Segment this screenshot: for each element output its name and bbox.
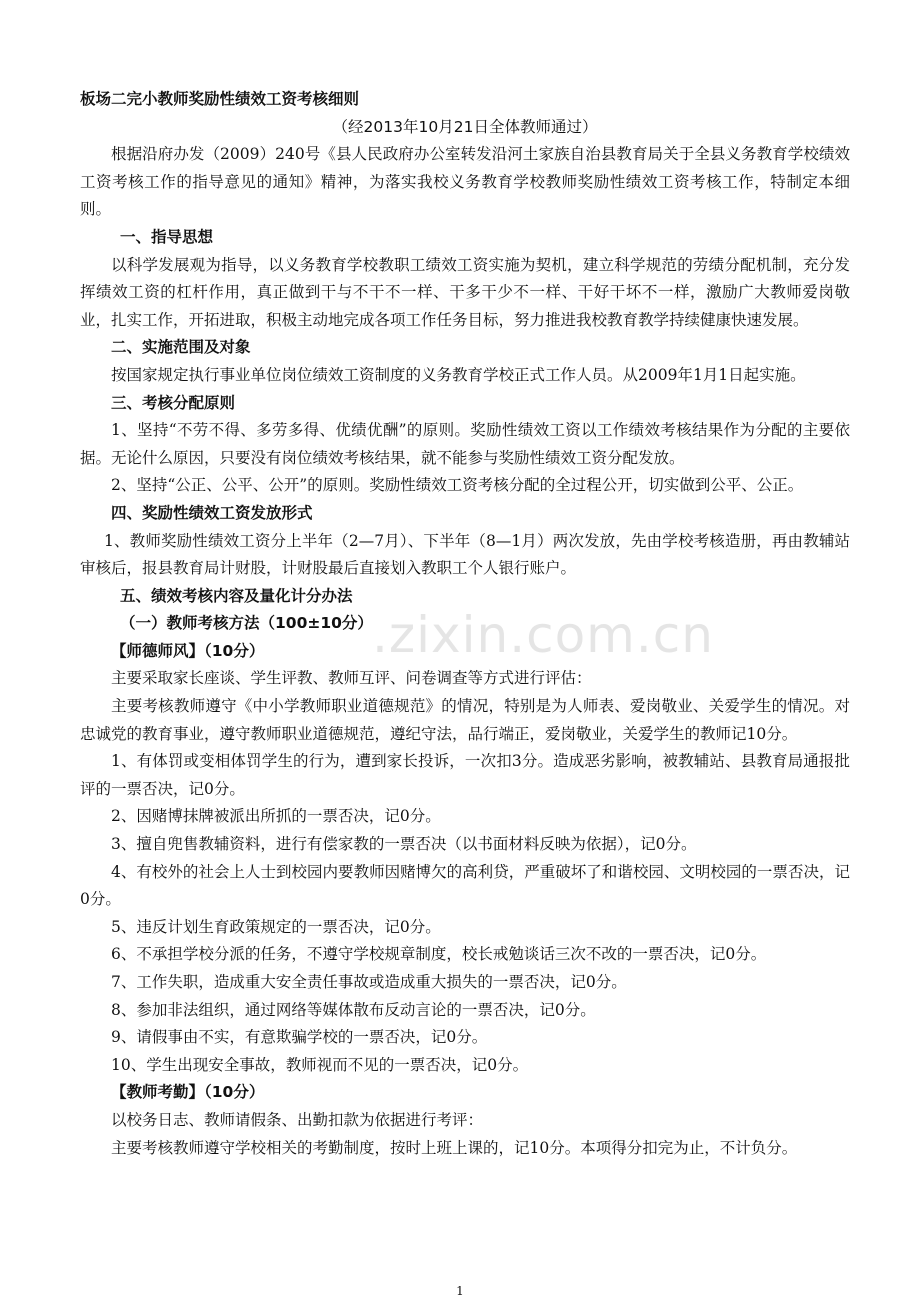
ethics-item: 4、有校外的社会上人士到校园内要教师因赌博欠的高利贷，严重破坏了和谐校园、文明校园的一票否决，记0分。 [80, 862, 850, 909]
ethics-item: 6、不承担学校分派的任务，不遵守学校规章制度，校长戒勉谈话三次不改的一票否决，记0分。 [111, 945, 767, 964]
section-5-subheading: （一）教师考核方法（100±10分） [120, 614, 373, 633]
section-4-text: 1、教师奖励性绩效工资分上半年（2—7月）、下半年（8—1月）两次发放，先由学校考核造册，再由教辅站审核后，报县教育局计财股，计财股最后直接划入教职工个人银行账户。 [80, 531, 850, 578]
page-number: 1 [456, 1284, 464, 1298]
document-page [80, 86, 850, 1162]
ethics-item: 3、擅自兜售教辅资料，进行有偿家教的一票否决（以书面材料反映为依据），记0分。 [111, 835, 697, 854]
section-3-principle-2: 2、坚持“公正、公平、公开”的原则。奖励性绩效工资考核分配的全过程公开，切实做到公平、公正。 [111, 476, 804, 495]
ethics-item: 8、参加非法组织，通过网络等媒体散布反动言论的一票否决，记0分。 [111, 1000, 596, 1019]
ethics-item: 2、因赌博抹牌被派出所抓的一票否决，记0分。 [111, 807, 441, 826]
attendance-heading: 【教师考勤】（10分） [111, 1083, 265, 1102]
ethics-main: 主要考核教师遵守《中小学教师职业道德规范》的情况，特别是为人师表、爱岗敬业、关爱学生的情况。对忠诚党的教育事业，遵守教师职业道德规范，遵纪守法，品行端正，爱岗敬业，关爱学生的教师记10分。 [80, 697, 850, 743]
document-subtitle: （经2013年10月21日全体教师通过） [332, 117, 598, 136]
document-title: 板场二完小教师奖励性绩效工资考核细则 [80, 90, 360, 108]
intro-paragraph: 根据沿府办发（2009）240号《县人民政府办公室转发沿河土家族自治县教育局关于全县义务教育学校绩效工资考核工作的指导意见的通知》精神，为落实我校义务教育学校教师奖励性绩效工资考核工作，特制定本细则。 [80, 145, 850, 219]
ethics-item: 9、请假事由不实，有意欺骗学校的一票否决，记0分。 [111, 1028, 488, 1047]
ethics-item: 1、有体罚或变相体罚学生的行为，遭到家长投诉，一次扣3分。造成恶劣影响，被教辅站、县教育局通报批评的一票否决，记0分。 [80, 752, 850, 798]
attendance-basis: 以校务日志、教师请假条、出勤扣款为依据进行考评： [111, 1110, 484, 1129]
section-5-heading: 五、绩效考核内容及量化计分办法 [120, 586, 353, 605]
ethics-heading: 【师德师风】（10分） [111, 641, 265, 660]
ethics-item: 10、学生出现安全事故，教师视而不见的一票否决，记0分。 [111, 1055, 529, 1074]
section-1-heading: 一、指导思想 [120, 227, 214, 246]
section-1-text: 以科学发展观为指导，以义务教育学校教职工绩效工资实施为契机，建立科学规范的劳绩分配机制，充分发挥绩效工资的杠杆作用，真正做到干与不干不一样、干多干少不一样、干好干坏不一样，激励广大教师爱岗敬业，扎实工作，开拓进取，积极主动地完成各项工作任务目标，努力推进我校教育教学持续健康快速发展。 [80, 255, 850, 329]
watermark-text: .zixin.com.cn [372, 606, 714, 664]
section-2-heading: 二、实施范围及对象 [111, 338, 251, 357]
ethics-method: 主要采取家长座谈、学生评教、教师互评、问卷调查等方式进行评估： [111, 669, 592, 688]
section-4-heading: 四、奖励性绩效工资发放形式 [111, 503, 313, 522]
section-3-principle-1: 1、坚持“不劳不得、多劳多得、优绩优酬”的原则。奖励性绩效工资以工作绩效考核结果作为分配的主要依据。无论什么原因，只要没有岗位绩效考核结果，就不能参与奖励性绩效工资分配发放。 [80, 421, 850, 467]
attendance-main: 主要考核教师遵守学校相关的考勤制度，按时上班上课的，记10分。本项得分扣完为止，不计负分。 [111, 1138, 798, 1157]
ethics-item: 5、违反计划生育政策规定的一票否决，记0分。 [111, 917, 441, 936]
section-3-heading: 三、考核分配原则 [111, 393, 236, 412]
section-2-text: 按国家规定执行事业单位岗位绩效工资制度的义务教育学校正式工作人员。从2009年1月1日起实施。 [111, 365, 806, 384]
ethics-item: 7、工作失职，造成重大安全责任事故或造成重大损失的一票否决，记0分。 [111, 973, 627, 991]
